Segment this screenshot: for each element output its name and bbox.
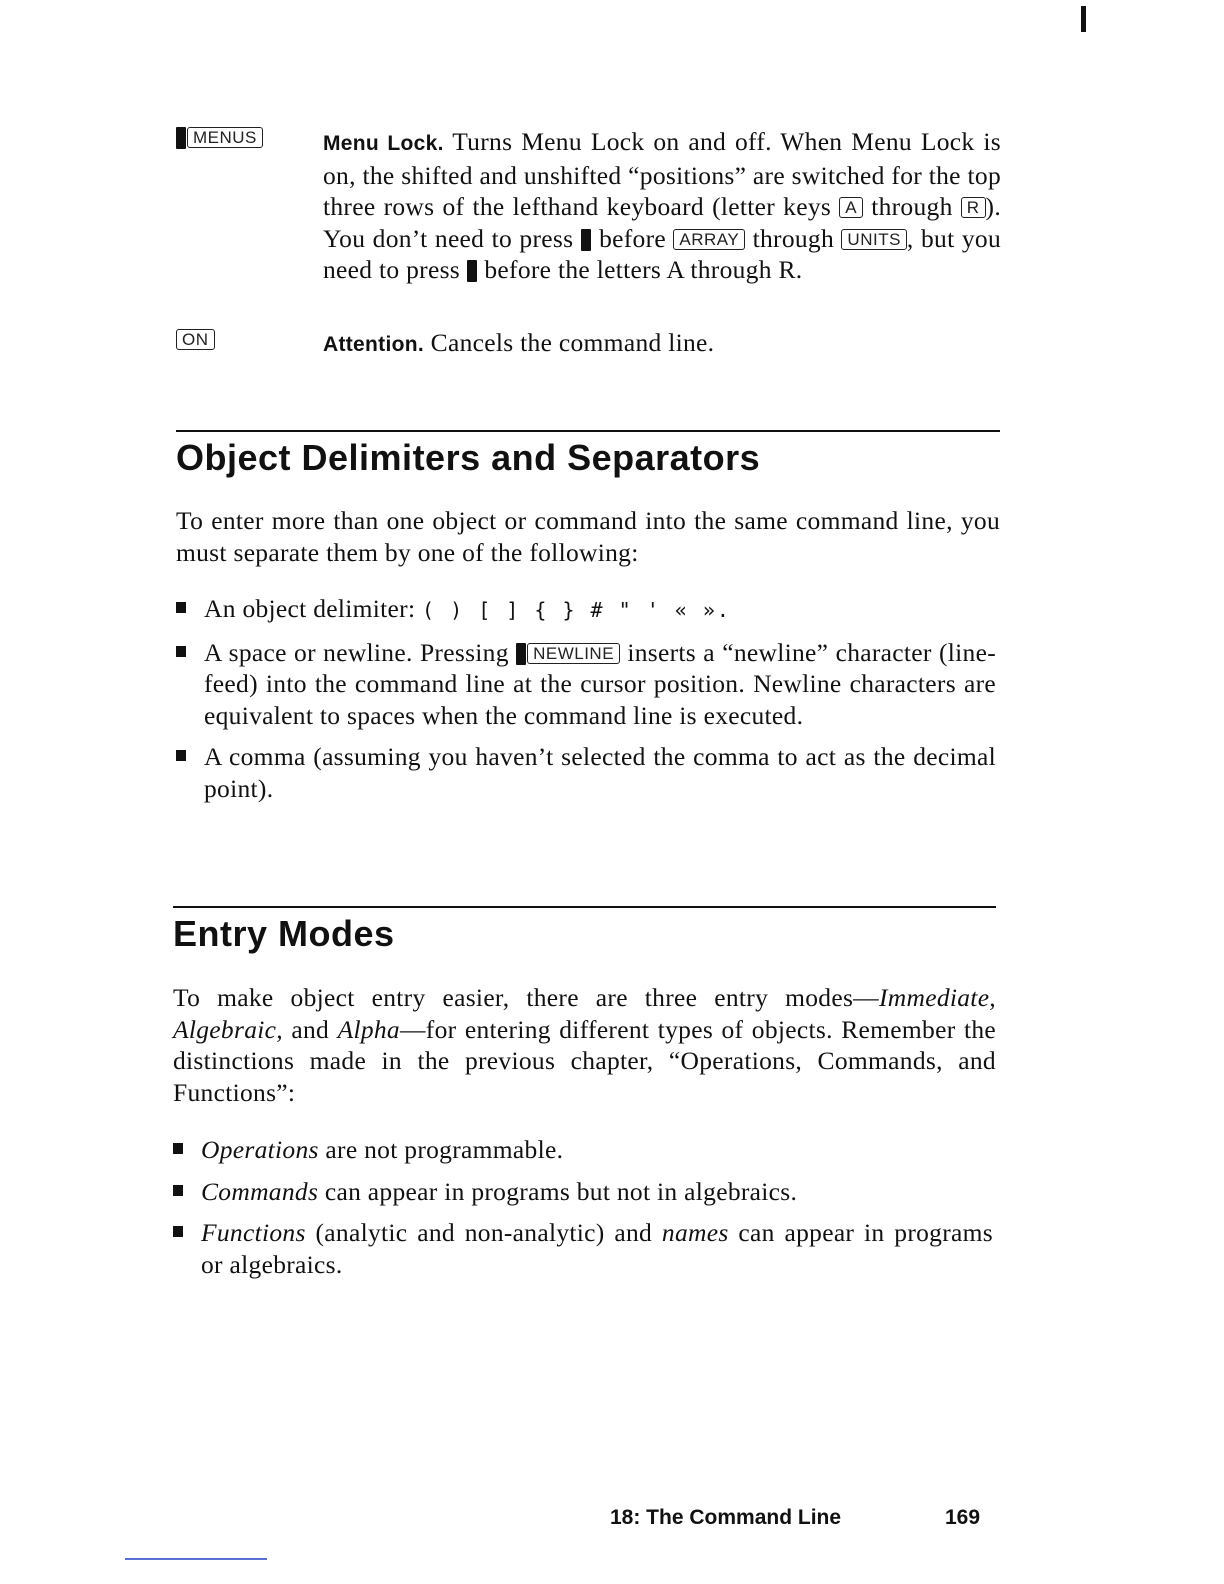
section2-intro: To make object entry easier, there are three entry modes—Immediate, Algebraic, and Alpha—for entering different types of objects. Remember the distinctions made in the previous chapter, “Operations, Commands, and Functions”: [173, 983, 997, 1107]
bullet-icon [176, 602, 186, 613]
list-item: Functions (analytic and non-analytic) and names can appear in programs or algebraics. [171, 1217, 993, 1280]
menu-lock-description: Menu Lock. Turns Menu Lock on and off. When Menu Lock is on, the shifted and unshifted “positions” are switched for the top three rows of the lefthand keyboard (letter keys A through R ). You don’t need to press before ARRAY through UNITS , but you need to press before the letters A through R. [323, 127, 1001, 284]
object-delimiters-heading: Object Delimiters and Separators [176, 437, 761, 478]
list-item: Commands can appear in programs but not in algebraics. [171, 1176, 993, 1208]
section-heading [173, 914, 395, 954]
units-key: UNITS [841, 229, 907, 250]
newline-key: NEWLINE [527, 643, 620, 664]
attention-term: Attention. [323, 333, 424, 356]
menu-lock-term: Menu Lock. [323, 132, 444, 155]
section-divider [176, 430, 1000, 432]
menus-key-label [176, 127, 263, 150]
delimiter-symbols: ( ) [ ] { } # " ' « ». [422, 598, 731, 622]
bullet-icon [176, 646, 186, 657]
entry-modes-heading: Entry Modes [173, 913, 395, 954]
bullet-icon [173, 1185, 183, 1196]
section-heading [176, 438, 760, 478]
attention-description: Attention. Cancels the command line. [323, 328, 715, 357]
bullet-icon [173, 1226, 183, 1237]
bullet-icon [173, 1143, 183, 1154]
shift-key-icon [581, 229, 591, 251]
on-key: ON [176, 329, 215, 350]
list-item: A comma (assuming you haven’t selected the comma to act as the decimal point). [174, 741, 996, 804]
array-key: ARRAY [673, 229, 745, 250]
margin-bar [1081, 6, 1086, 32]
list-item: A space or newline. Pressing NEWLINE inserts a “newline” character (line-feed) into the command line at the cursor position. Newline characters are equivalent to spaces when the command line is executed. [174, 637, 996, 732]
r-key: R [961, 197, 986, 218]
shift-key-icon [176, 127, 186, 149]
section1-intro: To enter more than one object or command into the same command line, you must separate them by one of the following: [176, 506, 1000, 567]
entry-mode-list [171, 1134, 993, 1290]
page-number: 169 [945, 1506, 981, 1529]
section-divider [173, 906, 996, 908]
a-key: A [839, 197, 863, 218]
on-key-label [176, 329, 215, 352]
list-item: An object delimiter: ( ) [ ] { } # " ' « ». [174, 593, 996, 627]
scan-edge-line [125, 1558, 267, 1560]
list-item: Operations are not programmable. [171, 1134, 993, 1166]
menus-key: MENUS [187, 127, 263, 148]
chapter-footer: 18: The Command Line [610, 1506, 842, 1529]
shift-key-icon [516, 643, 526, 665]
bullet-icon [176, 750, 186, 761]
shift-key-icon [467, 260, 477, 282]
separator-list [174, 593, 996, 814]
